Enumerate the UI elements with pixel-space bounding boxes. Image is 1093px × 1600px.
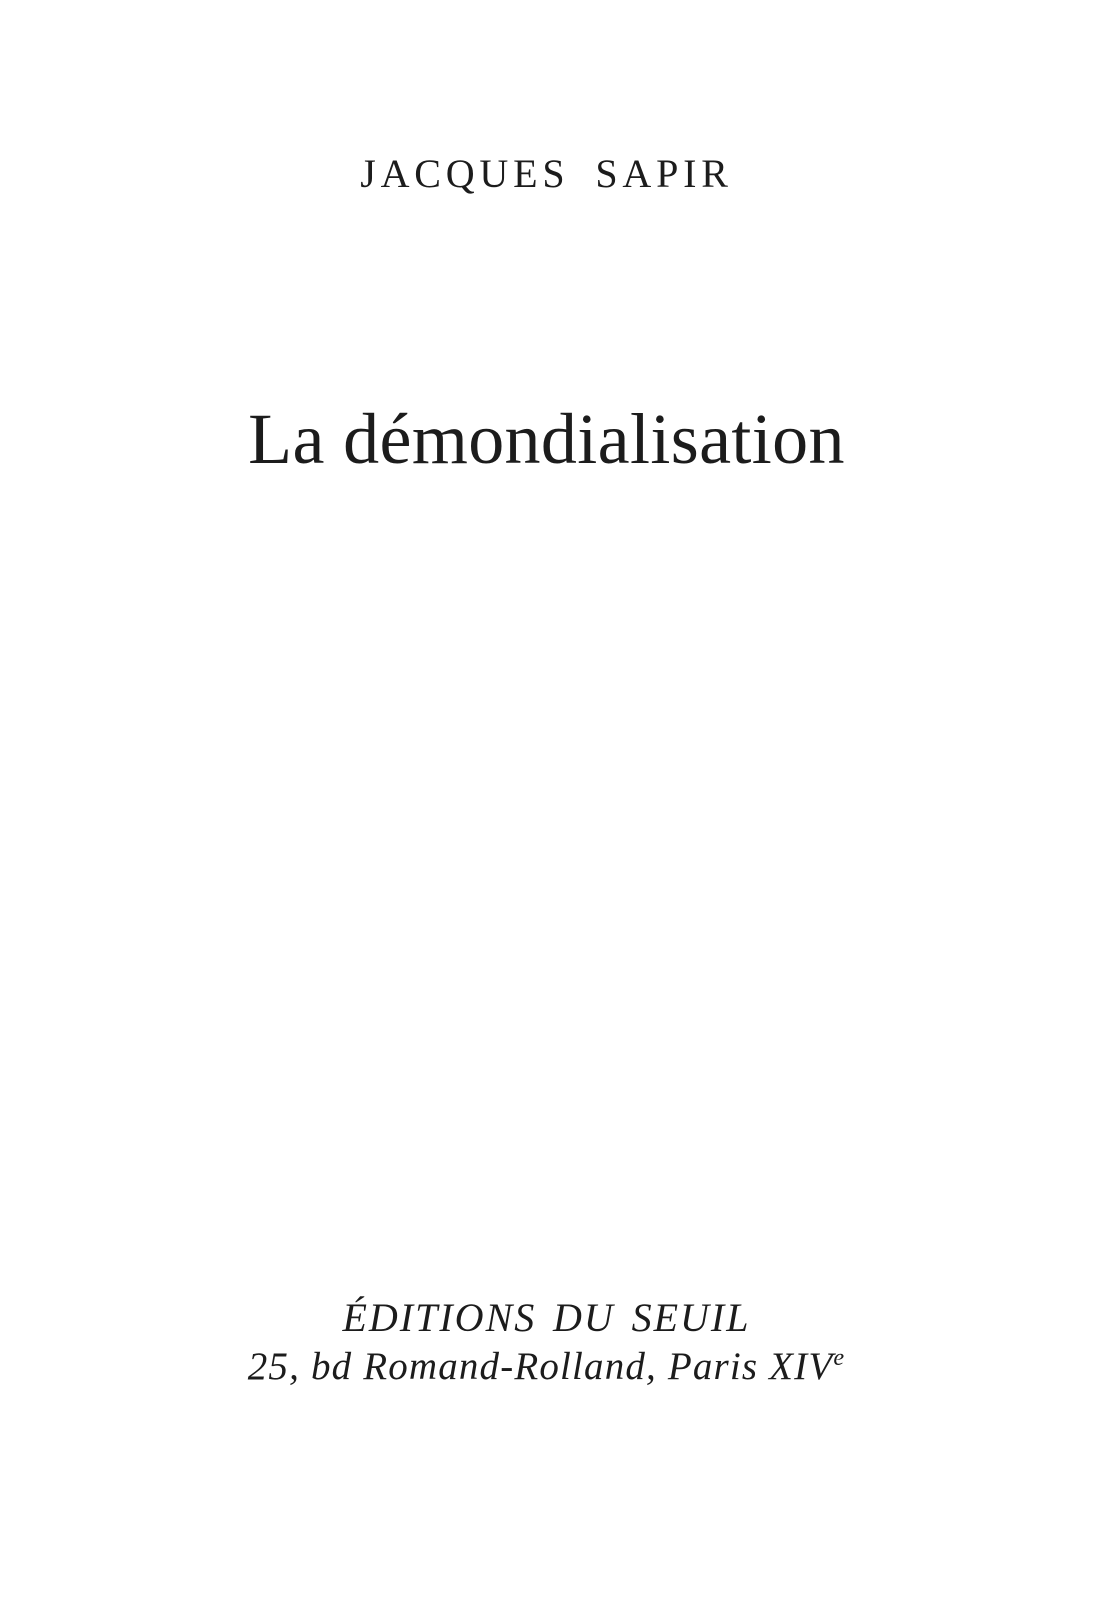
publisher-address-text: 25, bd Romand-Rolland, Paris XIV [247, 1345, 834, 1388]
publisher-name: ÉDITIONS DU SEUIL [342, 1295, 751, 1340]
publisher-address-superscript: e [833, 1344, 846, 1371]
publisher-block [0, 1296, 1093, 1389]
book-title: La démondialisation [248, 399, 845, 479]
publisher-address [0, 1346, 1093, 1389]
author-name: JACQUES SAPIR [360, 151, 733, 196]
